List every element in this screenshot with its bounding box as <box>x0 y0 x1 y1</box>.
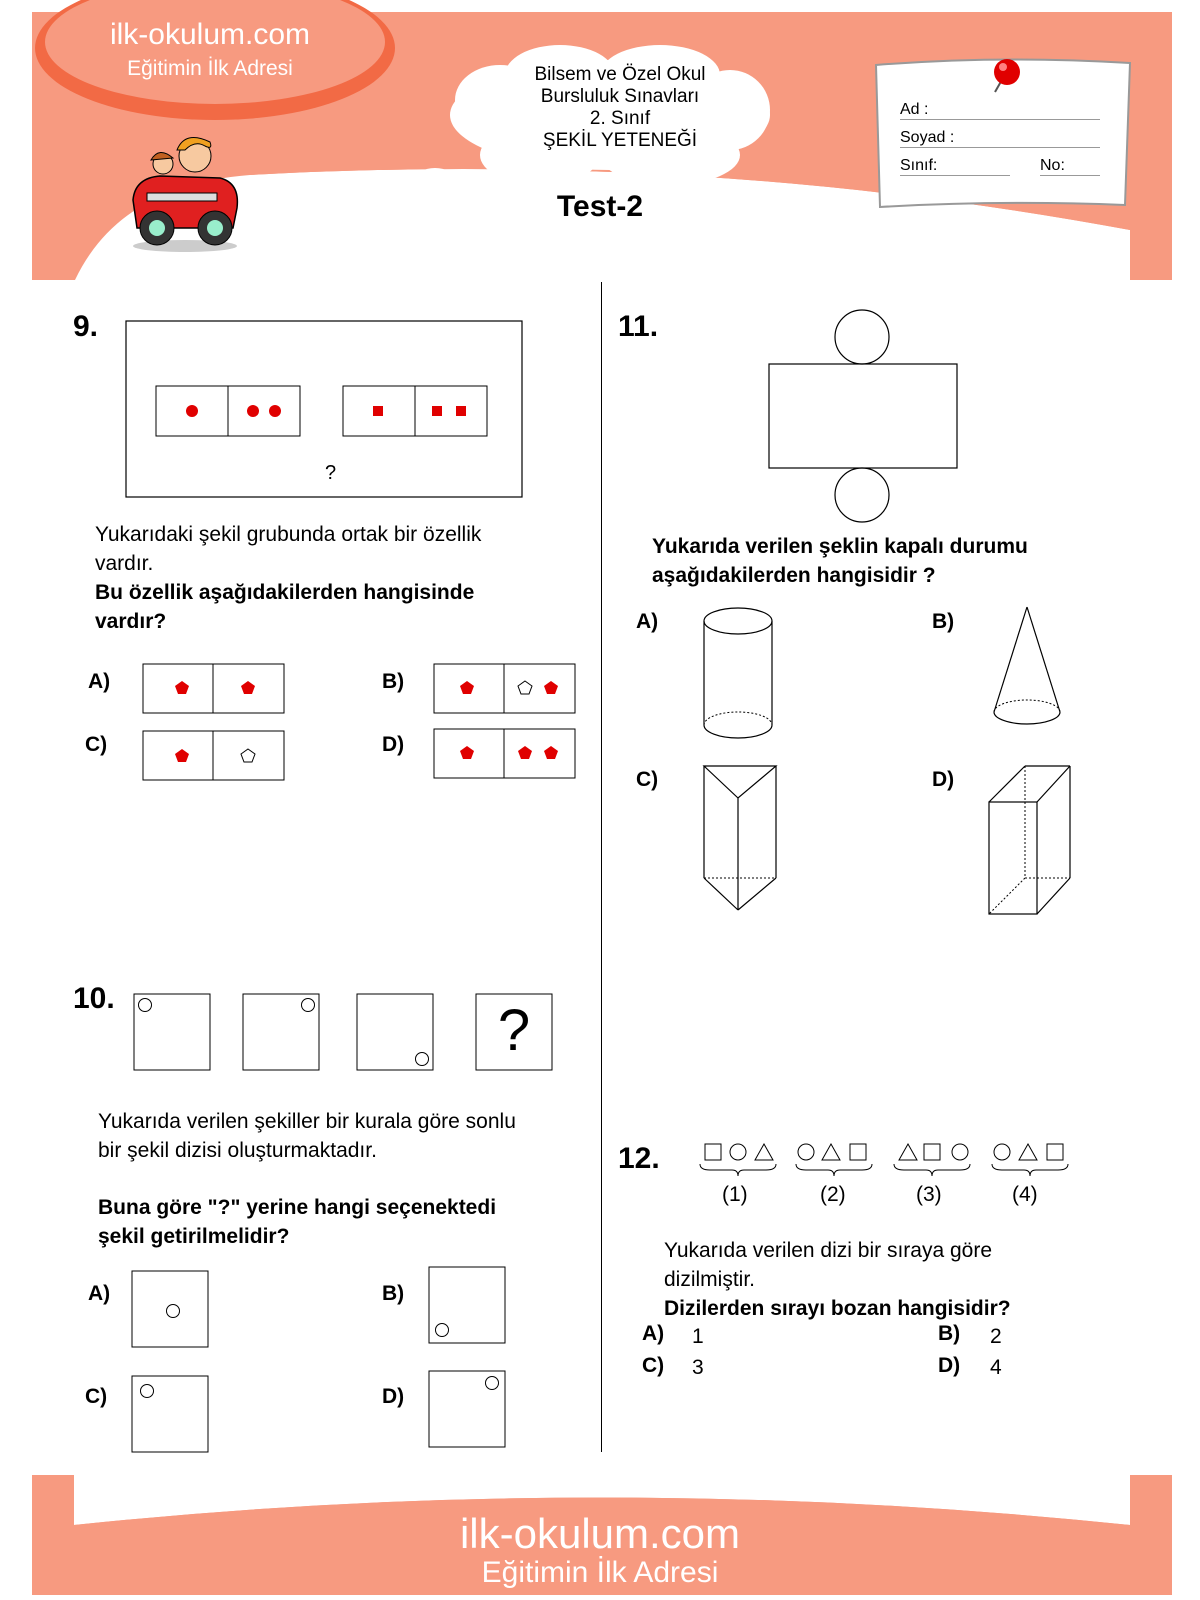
q12-text-2: dizilmiştir. <box>664 1268 756 1291</box>
q10-option-d[interactable]: D) <box>382 1385 405 1408</box>
q10-option-c-figure[interactable] <box>131 1375 211 1455</box>
cloud-bubbles <box>240 160 460 240</box>
q12-option-a-value: 1 <box>692 1325 704 1348</box>
q11-option-a[interactable]: A) <box>636 610 659 633</box>
form-no[interactable]: No: <box>1040 157 1100 176</box>
q12-prompt: Dizilerden sırayı bozan hangisidir? <box>664 1297 1011 1320</box>
q9-prompt-2: vardır? <box>95 610 167 633</box>
form-sinif[interactable]: Sınıf: <box>900 157 1010 176</box>
q10-prompt-1: Buna göre "?" yerine hangi seçenektedi <box>98 1196 497 1219</box>
q9-prompt-1: Bu özellik aşağıdakilerden hangisinde <box>95 581 475 604</box>
q9-question-mark: ? <box>325 462 337 484</box>
q12-group-4-label: (4) <box>1012 1183 1038 1206</box>
q12-option-d[interactable]: D) <box>938 1354 961 1377</box>
q11-number: 11. <box>618 310 659 343</box>
q10-question-mark: ? <box>497 998 531 1063</box>
cloud-line-4: ŞEKİL YETENEĞİ <box>542 130 698 151</box>
q9-option-a[interactable]: A) <box>88 670 111 693</box>
q12-option-b-value: 2 <box>990 1325 1002 1348</box>
test-title: Test-2 <box>556 190 644 223</box>
q10-option-a[interactable]: A) <box>88 1282 111 1305</box>
q11-option-c-prism[interactable] <box>700 762 785 917</box>
form-soyad[interactable]: Soyad : <box>900 129 1100 148</box>
q11-net-figure <box>768 308 963 528</box>
q12-number: 12. <box>618 1142 660 1175</box>
q12-option-a[interactable]: A) <box>642 1322 665 1345</box>
q9-option-b-figure[interactable] <box>433 663 578 715</box>
q9-number: 9. <box>73 310 99 343</box>
column-divider <box>601 282 602 1452</box>
cloud-line-2: Bursluluk Sınavları <box>540 86 700 107</box>
q10-number: 10. <box>73 982 115 1015</box>
cloud-text <box>500 64 740 152</box>
q11-option-d-box[interactable] <box>985 762 1075 922</box>
q11-option-b-cone[interactable] <box>990 605 1070 730</box>
q10-prompt-2: şekil getirilmelidir? <box>98 1225 290 1248</box>
q9-option-d[interactable]: D) <box>382 733 405 756</box>
q9-option-c[interactable]: C) <box>85 733 108 756</box>
header-site-name[interactable]: ilk-okulum.com <box>109 18 311 51</box>
q12-option-d-value: 4 <box>990 1356 1002 1379</box>
q10-text-2: bir şekil dizisi oluşturmaktadır. <box>98 1139 377 1162</box>
q12-group-1-label: (1) <box>722 1183 748 1206</box>
q9-option-c-figure[interactable] <box>142 730 287 782</box>
q12-group-2-label: (2) <box>820 1183 846 1206</box>
q11-option-b[interactable]: B) <box>932 610 955 633</box>
form-ad[interactable]: Ad : <box>900 101 1100 120</box>
cloud-line-1: Bilsem ve Özel Okul <box>534 64 706 85</box>
q9-option-b[interactable]: B) <box>382 670 405 693</box>
q11-option-a-cylinder[interactable] <box>700 605 780 745</box>
q9-text-1: Yukarıdaki şekil grubunda ortak bir özellik <box>95 523 482 546</box>
q12-group-3-label: (3) <box>916 1183 942 1206</box>
q9-text-2: vardır. <box>95 552 154 575</box>
q11-prompt-1: Yukarıda verilen şeklin kapalı durumu <box>652 535 1028 558</box>
q12-option-c-value: 3 <box>692 1356 704 1379</box>
q10-option-b[interactable]: B) <box>382 1282 405 1305</box>
footer-site-name[interactable]: ilk-okulum.com <box>459 1510 741 1557</box>
q10-option-c[interactable]: C) <box>85 1385 108 1408</box>
header-slogan: Eğitimin İlk Adresi <box>127 57 293 80</box>
q12-text-1: Yukarıda verilen dizi bir sıraya göre <box>664 1239 992 1262</box>
footer-slogan: Eğitimin İlk Adresi <box>481 1556 719 1589</box>
cloud-line-3: 2. Sınıf <box>589 108 651 129</box>
pushpin-icon <box>985 52 1025 97</box>
q9-option-d-figure[interactable] <box>433 728 578 780</box>
car-cartoon-image <box>125 128 245 253</box>
q11-option-c[interactable]: C) <box>636 768 659 791</box>
q10-text-1: Yukarıda verilen şekiller bir kurala göre sonlu <box>98 1110 516 1133</box>
q10-option-d-figure[interactable] <box>428 1370 508 1450</box>
q11-prompt-2: aşağıdakilerden hangisidir ? <box>652 564 936 587</box>
q11-option-d[interactable]: D) <box>932 768 955 791</box>
q12-sequence-figure <box>698 1140 1083 1180</box>
q10-option-b-figure[interactable] <box>428 1266 508 1346</box>
q10-option-a-figure[interactable] <box>131 1270 211 1350</box>
q12-option-b[interactable]: B) <box>938 1322 961 1345</box>
q12-option-c[interactable]: C) <box>642 1354 665 1377</box>
q9-option-a-figure[interactable] <box>142 663 287 715</box>
